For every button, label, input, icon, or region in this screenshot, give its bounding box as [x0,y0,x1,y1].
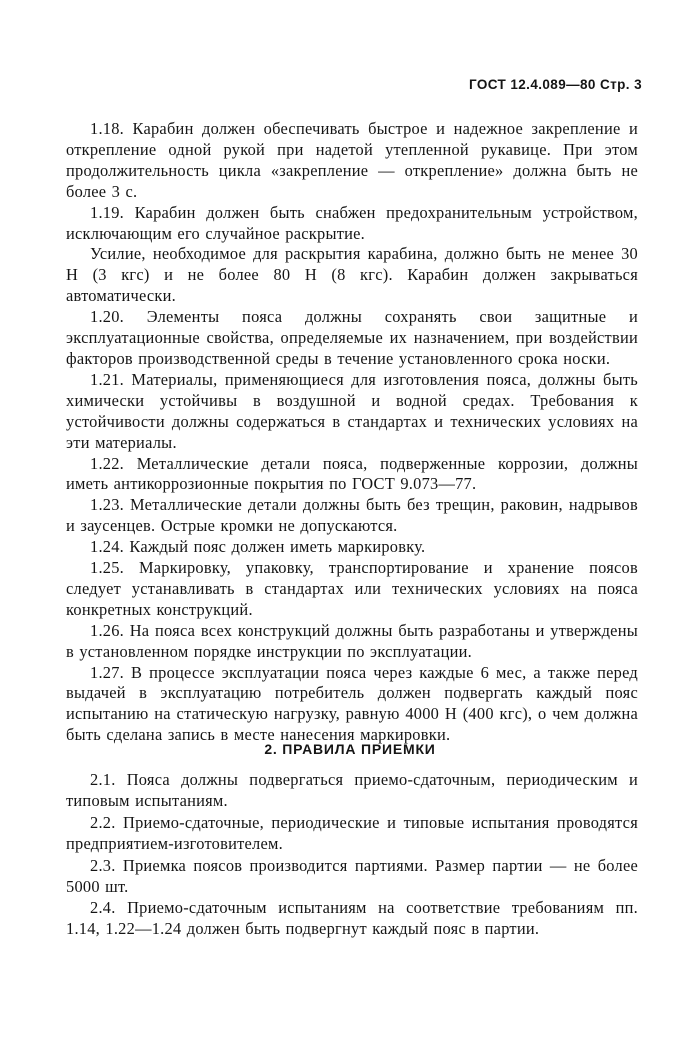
requirements-text-block [66,119,638,746]
paragraph-1-27: 1.27. В процессе эксплуатации пояса через каждые 6 мес, а также перед выдачей в эксплуатацию потребитель должен подвергать каждый пояс испытанию на статическую нагрузку, равную 4000 Н (400 кгс), о чем должна быть сделана запись в месте нанесения маркировки. [66,662,638,745]
paragraph-2-2: 2.2. Приемо-сдаточные, периодические и типовые испытания проводятся предприятием-изготовителем. [66,812,638,853]
paragraph-1-19: 1.19. Карабин должен быть снабжен предохранительным устройством, исключающим его случайное раскрытие. [66,202,638,243]
section-title: 2. ПРАВИЛА ПРИЕМКИ [264,741,436,757]
paragraph-1-26: 1.26. На пояса всех конструкций должны быть разработаны и утверждены в установленном порядке инструкции по эксплуатации. [66,620,638,661]
paragraph-1-21: 1.21. Материалы, применяющиеся для изготовления пояса, должны быть химически устойчивы в воздушной и водной средах. Требования к устойчивости должны содержаться в стандартах и технических условиях на эти материалы. [66,369,638,452]
paragraph-1-24: 1.24. Каждый пояс должен иметь маркировку. [90,537,426,557]
paragraph-opening-force: Усилие, необходимое для раскрытия карабина, должно быть не менее 30 Н (3 кгс) и не более 80 Н (8 кгс). Карабин должен закрываться автоматически. [66,244,638,306]
paragraph-1-23: 1.23. Металлические детали должны быть без трещин, раковин, надрывов и заусенцев. Острые кромки не допускаются. [66,495,638,536]
acceptance-text-block [66,770,638,941]
paragraph-2-3: 2.3. Приемка поясов производится партиями. Размер партии — не более 5000 шт. [66,855,638,896]
paragraph-2-4: 2.4. Приемо-сдаточным испытаниям на соответствие требованиям пп. 1.14, 1.22—1.24 должен быть подвергнут каждый пояс в партии. [66,898,638,939]
paragraph-1-20: 1.20. Элементы пояса должны сохранять свои защитные и эксплуатационные свойства, определяемые их назначением, при воздействии факторов производственной среды в течение установленного срока носки. [66,307,638,368]
paragraph-1-22: 1.22. Металлические детали пояса, подверженные коррозии, должны иметь антикоррозионные покрытия по ГОСТ 9.073—77. [66,453,638,494]
paragraph-2-1: 2.1. Пояса должны подвергаться приемо-сдаточным, периодическим и типовым испытаниям. [66,770,638,810]
page-header: ГОСТ 12.4.089—80 Стр. 3 [468,77,642,92]
paragraph-1-18: 1.18. Карабин должен обеспечивать быстрое и надежное закрепление и открепление одной рукой при надетой утепленной рукавице. При этом продолжительность цикла «закрепление — открепление» должна быть не более 3 с. [66,119,638,201]
paragraph-1-25: 1.25. Маркировку, упаковку, транспортирование и хранение поясов следует устанавливать в стандартах или технических условиях на пояса конкретных конструкций. [66,558,638,619]
